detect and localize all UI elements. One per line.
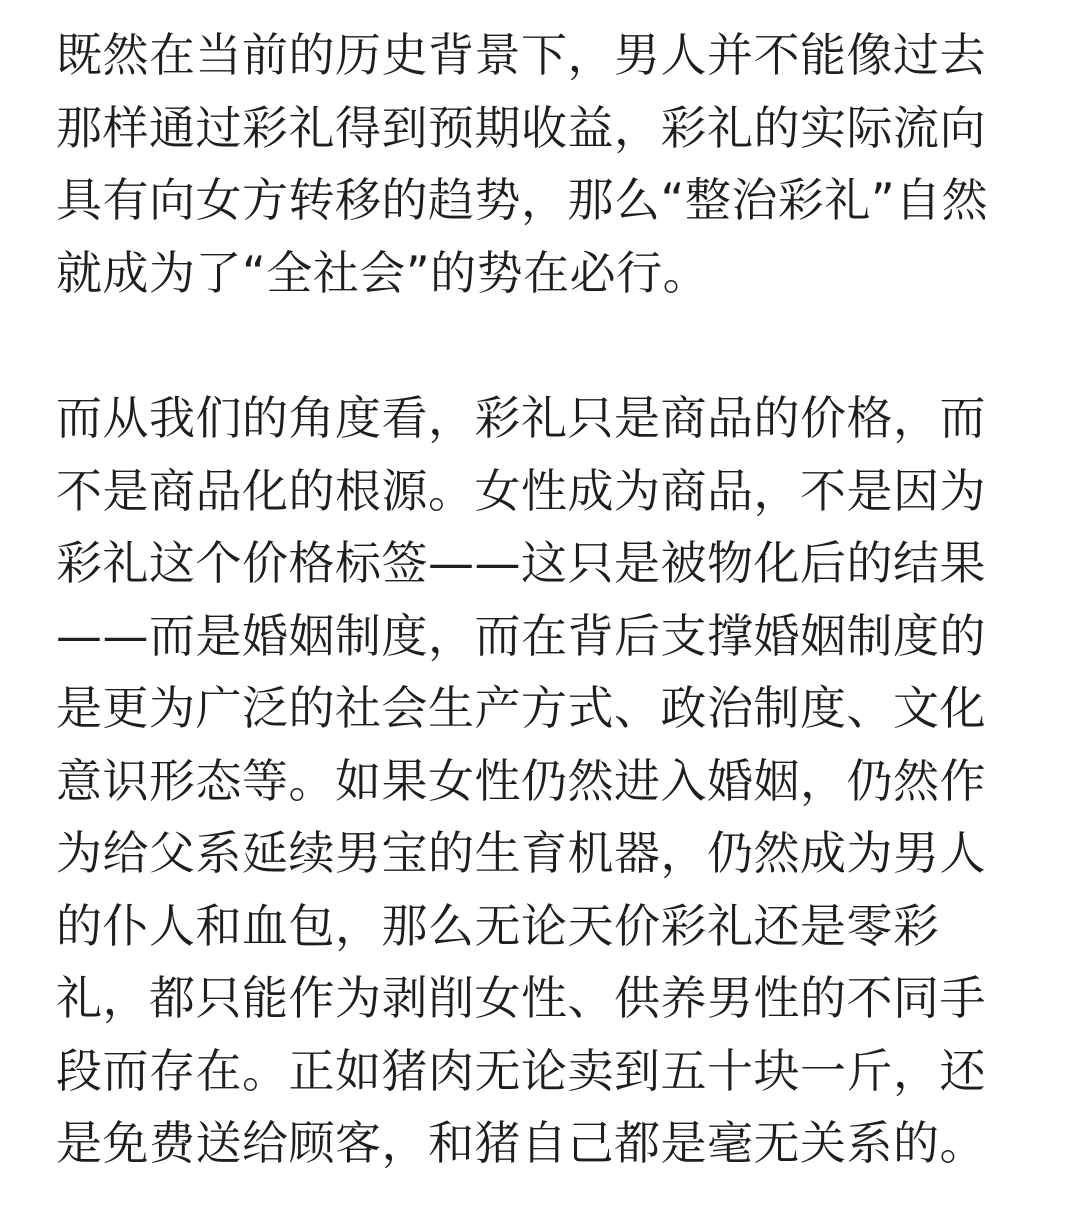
paragraph-1	[56, 19, 1080, 309]
text-line: 就成为了“全社会”的势在必行。	[56, 245, 710, 300]
text-line: 是免费送给顾客，和猪自己都是毫无关系的。	[56, 1116, 986, 1170]
text-line: 段而存在。正如猪肉无论卖到五十块一斤，还	[56, 1043, 986, 1098]
paragraph-2	[56, 382, 1080, 1180]
text-line: 具有向女方转移的趋势，那么“整治彩礼”自然	[56, 173, 989, 227]
text-line: 为给父系延续男宝的生育机器，仍然成为男人	[56, 826, 986, 880]
text-line: 是更为广泛的社会生产方式、政治制度、文化	[56, 681, 986, 735]
text-line: 而从我们的角度看，彩礼只是商品的价格，而	[56, 391, 986, 445]
text-line: 不是商品化的根源。女性成为商品，不是因为	[56, 463, 986, 518]
text-line: 礼，都只能作为剥削女性、供养男性的不同手	[56, 971, 986, 1025]
text-line: 意识形态等。如果女性仍然进入婚姻，仍然作	[56, 753, 986, 808]
text-line: 的仆人和血包，那么无论天价彩礼还是零彩	[56, 898, 940, 953]
text-line: ——而是婚姻制度，而在背后支撑婚姻制度的	[56, 608, 986, 663]
text-line: 那样通过彩礼得到预期收益，彩礼的实际流向	[56, 100, 986, 155]
text-line: 既然在当前的历史背景下，男人并不能像过去	[56, 28, 986, 82]
text-line: 彩礼这个价格标签——这只是被物化后的结果	[56, 536, 986, 590]
